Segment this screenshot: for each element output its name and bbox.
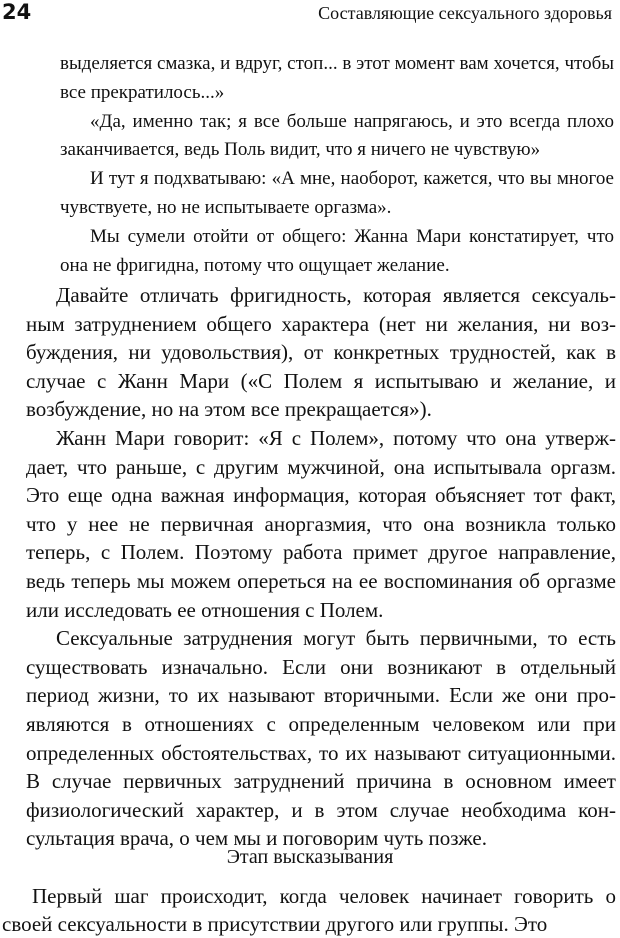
body-paragraph: Сексуальные затруднения могут быть первичными, то есть существовать изначально. Если они возникают в отдельный период жизни, то их называют вторичными. Если же они проявляются в отношениях с определенным человеком или при определенных обстоятельствах, то их называют ситуационными. В случае первичных затруднений причина в основном имеет физиологический характер, и в этом случае необходима консультация врача, о чем мы и поговорим чуть позже. <box>26 626 616 851</box>
dialogue-paragraph: «Да, именно так; я все больше напрягаюсь, и это всегда плохо заканчивается, ведь Поль видит, что я ничего не чувствую» <box>60 110 614 161</box>
body-paragraph: Первый шаг происходит, когда человек начинает говорить о своей сексуальности в присутствии другого или группы. Это <box>2 884 616 936</box>
dialogue-paragraph: Мы сумели отойти от общего: Жанна Мари констатирует, что она не фригидна, потому что ощущает желание. <box>60 225 614 276</box>
body-paragraph: Жанн Мари говорит: «Я с Полем», потому что она утверждает, что раньше, с другим мужчиной, она испытывала оргазм. Это еще одна важная информация, которая объясняет тот факт, что у нее не первичная аноргазмия, что она возникла только теперь, с Полем. Поэтому работа примет другое направление, ведь теперь мы можем опереться на ее воспоминания об оргазме или исследовать ее отношения с Полем. <box>26 425 616 622</box>
body-paragraph: Давайте отличать фригидность, которая является сексуальным затруднением общего характера (нет ни желания, ни возбуждения, ни удовольствия), от конкретных трудностей, как в случае с Жанн Мари («С Полем я испытываю и желание, и возбуждение, но на этом все прекращается»). <box>26 283 616 422</box>
section-heading: Этап высказывания <box>226 846 394 868</box>
running-title: Составляющие сексуального здоровья <box>318 3 612 23</box>
dialogue-paragraph: выделяется смазка, и вдруг, стоп... в этот момент вам хочется, чтобы все прекратилось...» <box>60 53 614 103</box>
main-text-block <box>26 281 616 853</box>
section-text-block <box>2 882 616 938</box>
dialogue-block <box>60 50 614 280</box>
page-number: 24 <box>2 0 32 24</box>
dialogue-paragraph: И тут я подхватываю: «А мне, наоборот, кажется, что вы многое чувствуете, но не испытываете оргазма». <box>60 168 614 218</box>
